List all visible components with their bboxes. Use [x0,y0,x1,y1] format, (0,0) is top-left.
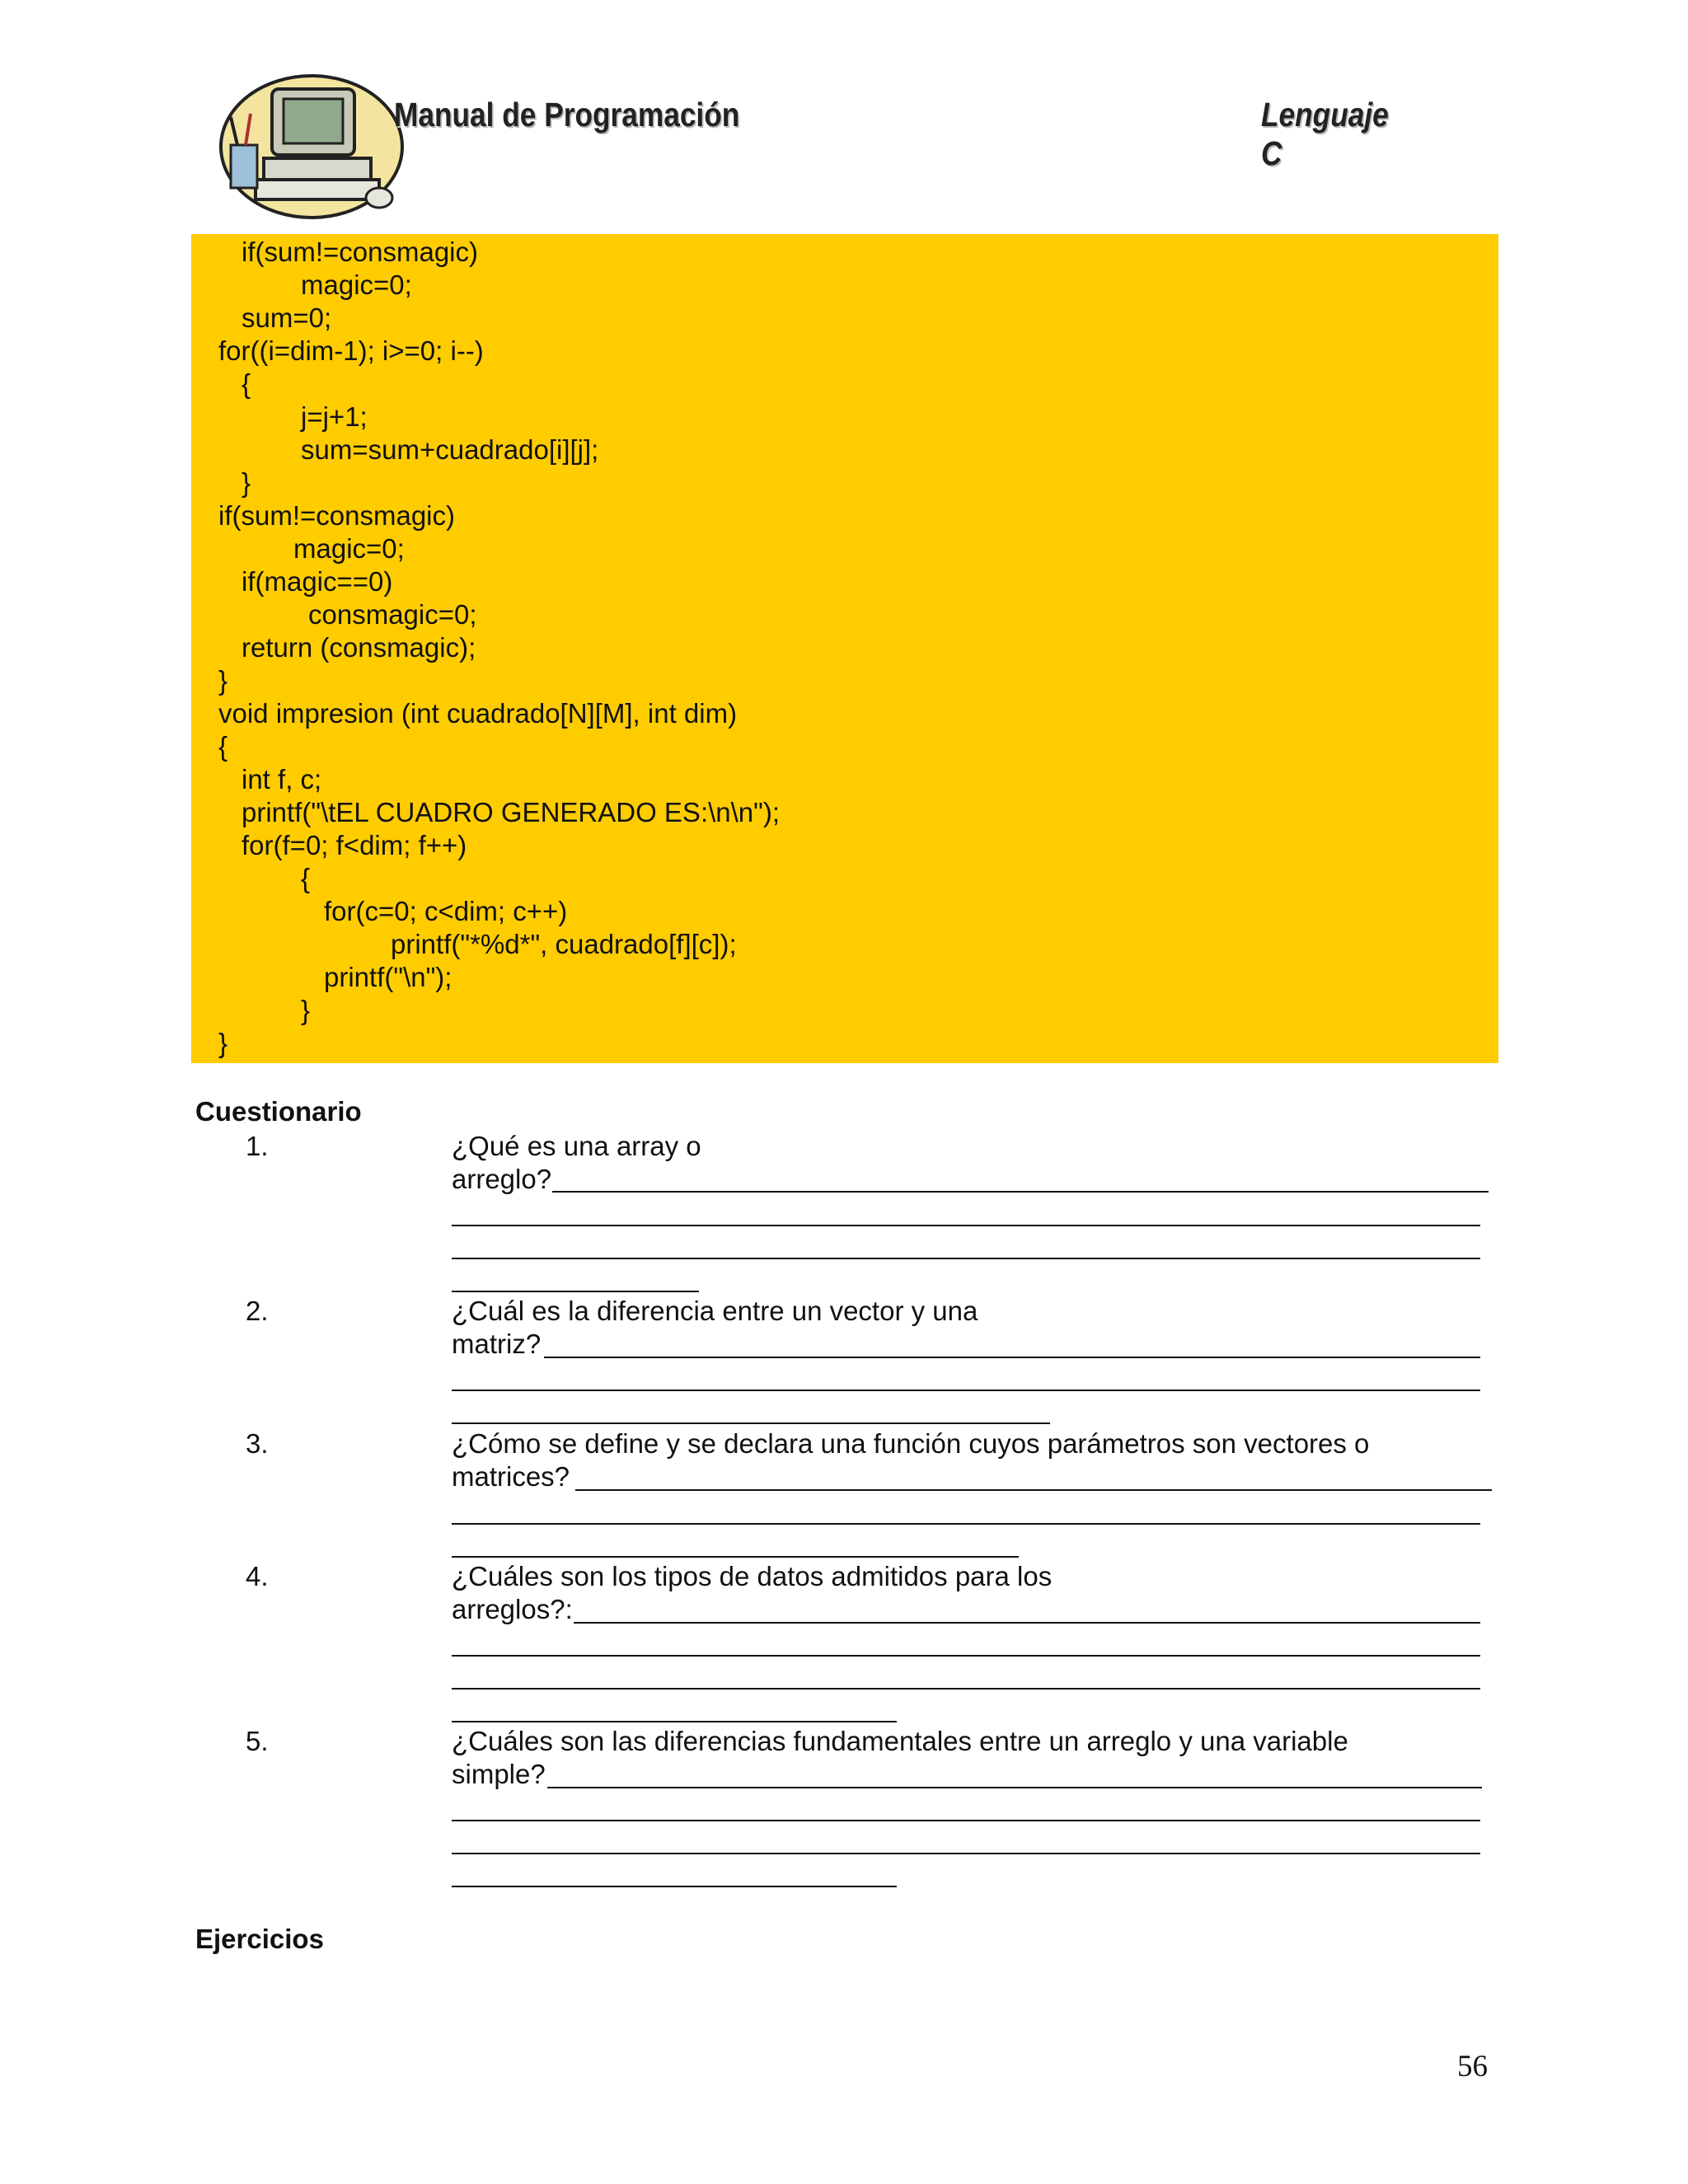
question-text-cont: matrices? [452,1461,570,1492]
answer-line[interactable] [452,1721,897,1722]
page-header [214,58,1434,223]
code-line: magic=0; [301,269,412,300]
question-text-cont: arreglo? [452,1164,552,1194]
ejercicios-heading: Ejercicios [195,1924,324,1954]
question-number: 4. [246,1561,269,1591]
code-line: void impresion (int cuadrado[N][M], int dim) [218,698,738,729]
question-text-cont: simple? [452,1759,546,1789]
page-number: 56 [1457,2050,1488,2083]
code-line: { [218,731,228,762]
answer-line[interactable] [575,1489,1492,1491]
code-line: if(sum!=consmagic) [241,237,478,267]
code-line: consmagic=0; [308,599,477,630]
code-line: } [301,995,311,1025]
answer-line[interactable] [452,1556,1019,1558]
code-line: printf("\n"); [324,962,452,992]
answer-line[interactable] [574,1622,1480,1624]
code-line: sum=sum+cuadrado[i][j]; [301,434,599,465]
question-number: 1. [246,1131,269,1161]
question-text-cont: matriz? [452,1329,542,1359]
code-line: for((i=dim-1); i>=0; i--) [218,335,484,366]
answer-line[interactable] [452,1390,1480,1391]
answer-line[interactable] [452,1655,1480,1657]
code-line: for(c=0; c<dim; c++) [324,896,568,926]
answer-line[interactable] [544,1357,1480,1358]
code-line: } [241,467,251,498]
code-line: if(sum!=consmagic) [218,500,455,531]
answer-line[interactable] [547,1787,1482,1788]
answer-line[interactable] [452,1291,699,1292]
question-text: ¿Cuáles son los tipos de datos admitidos para los [452,1561,1053,1591]
question-text: ¿Cuáles son las diferencias fundamentales entre un arreglo y una variable [452,1726,1348,1756]
code-line: } [218,1028,228,1058]
question-text: ¿Cuál es la diferencia entre un vector y una [452,1296,978,1326]
answer-line[interactable] [552,1191,1489,1193]
header-subject: Lenguaje C [1261,96,1389,172]
answer-line[interactable] [452,1422,1050,1424]
code-line: magic=0; [293,533,405,564]
question-number: 2. [246,1296,269,1326]
code-line: printf("\tEL CUADRO GENERADO ES:\n\n"); [241,797,781,827]
code-line: j=j+1; [301,401,368,432]
answer-line[interactable] [452,1523,1480,1525]
question-text-cont: arreglos?: [452,1594,573,1624]
code-line: return (consmagic); [241,632,476,663]
question-number: 5. [246,1726,269,1756]
answer-line[interactable] [452,1688,1480,1690]
code-line: for(f=0; f<dim; f++) [241,830,467,860]
code-line: if(magic==0) [241,566,393,597]
answer-line[interactable] [452,1853,1480,1854]
header-title: Manual de Programación [394,96,740,134]
code-line: printf("*%d*", cuadrado[f][c]); [391,929,737,959]
code-line: sum=0; [241,302,332,333]
computer-clipart-logo [214,66,404,223]
question-text: ¿Cómo se define y se declara una función cuyos parámetros son vectores o [452,1428,1370,1459]
code-line: { [241,368,251,399]
code-line: } [218,665,228,696]
answer-line[interactable] [452,1820,1480,1821]
question-text: ¿Qué es una array o [452,1131,701,1161]
code-line: int f, c; [241,764,322,794]
code-line: { [301,863,311,893]
cuestionario-heading: Cuestionario [195,1096,362,1127]
answer-line[interactable] [452,1258,1480,1259]
question-number: 3. [246,1428,269,1459]
answer-line[interactable] [452,1886,897,1887]
answer-line[interactable] [452,1225,1480,1226]
